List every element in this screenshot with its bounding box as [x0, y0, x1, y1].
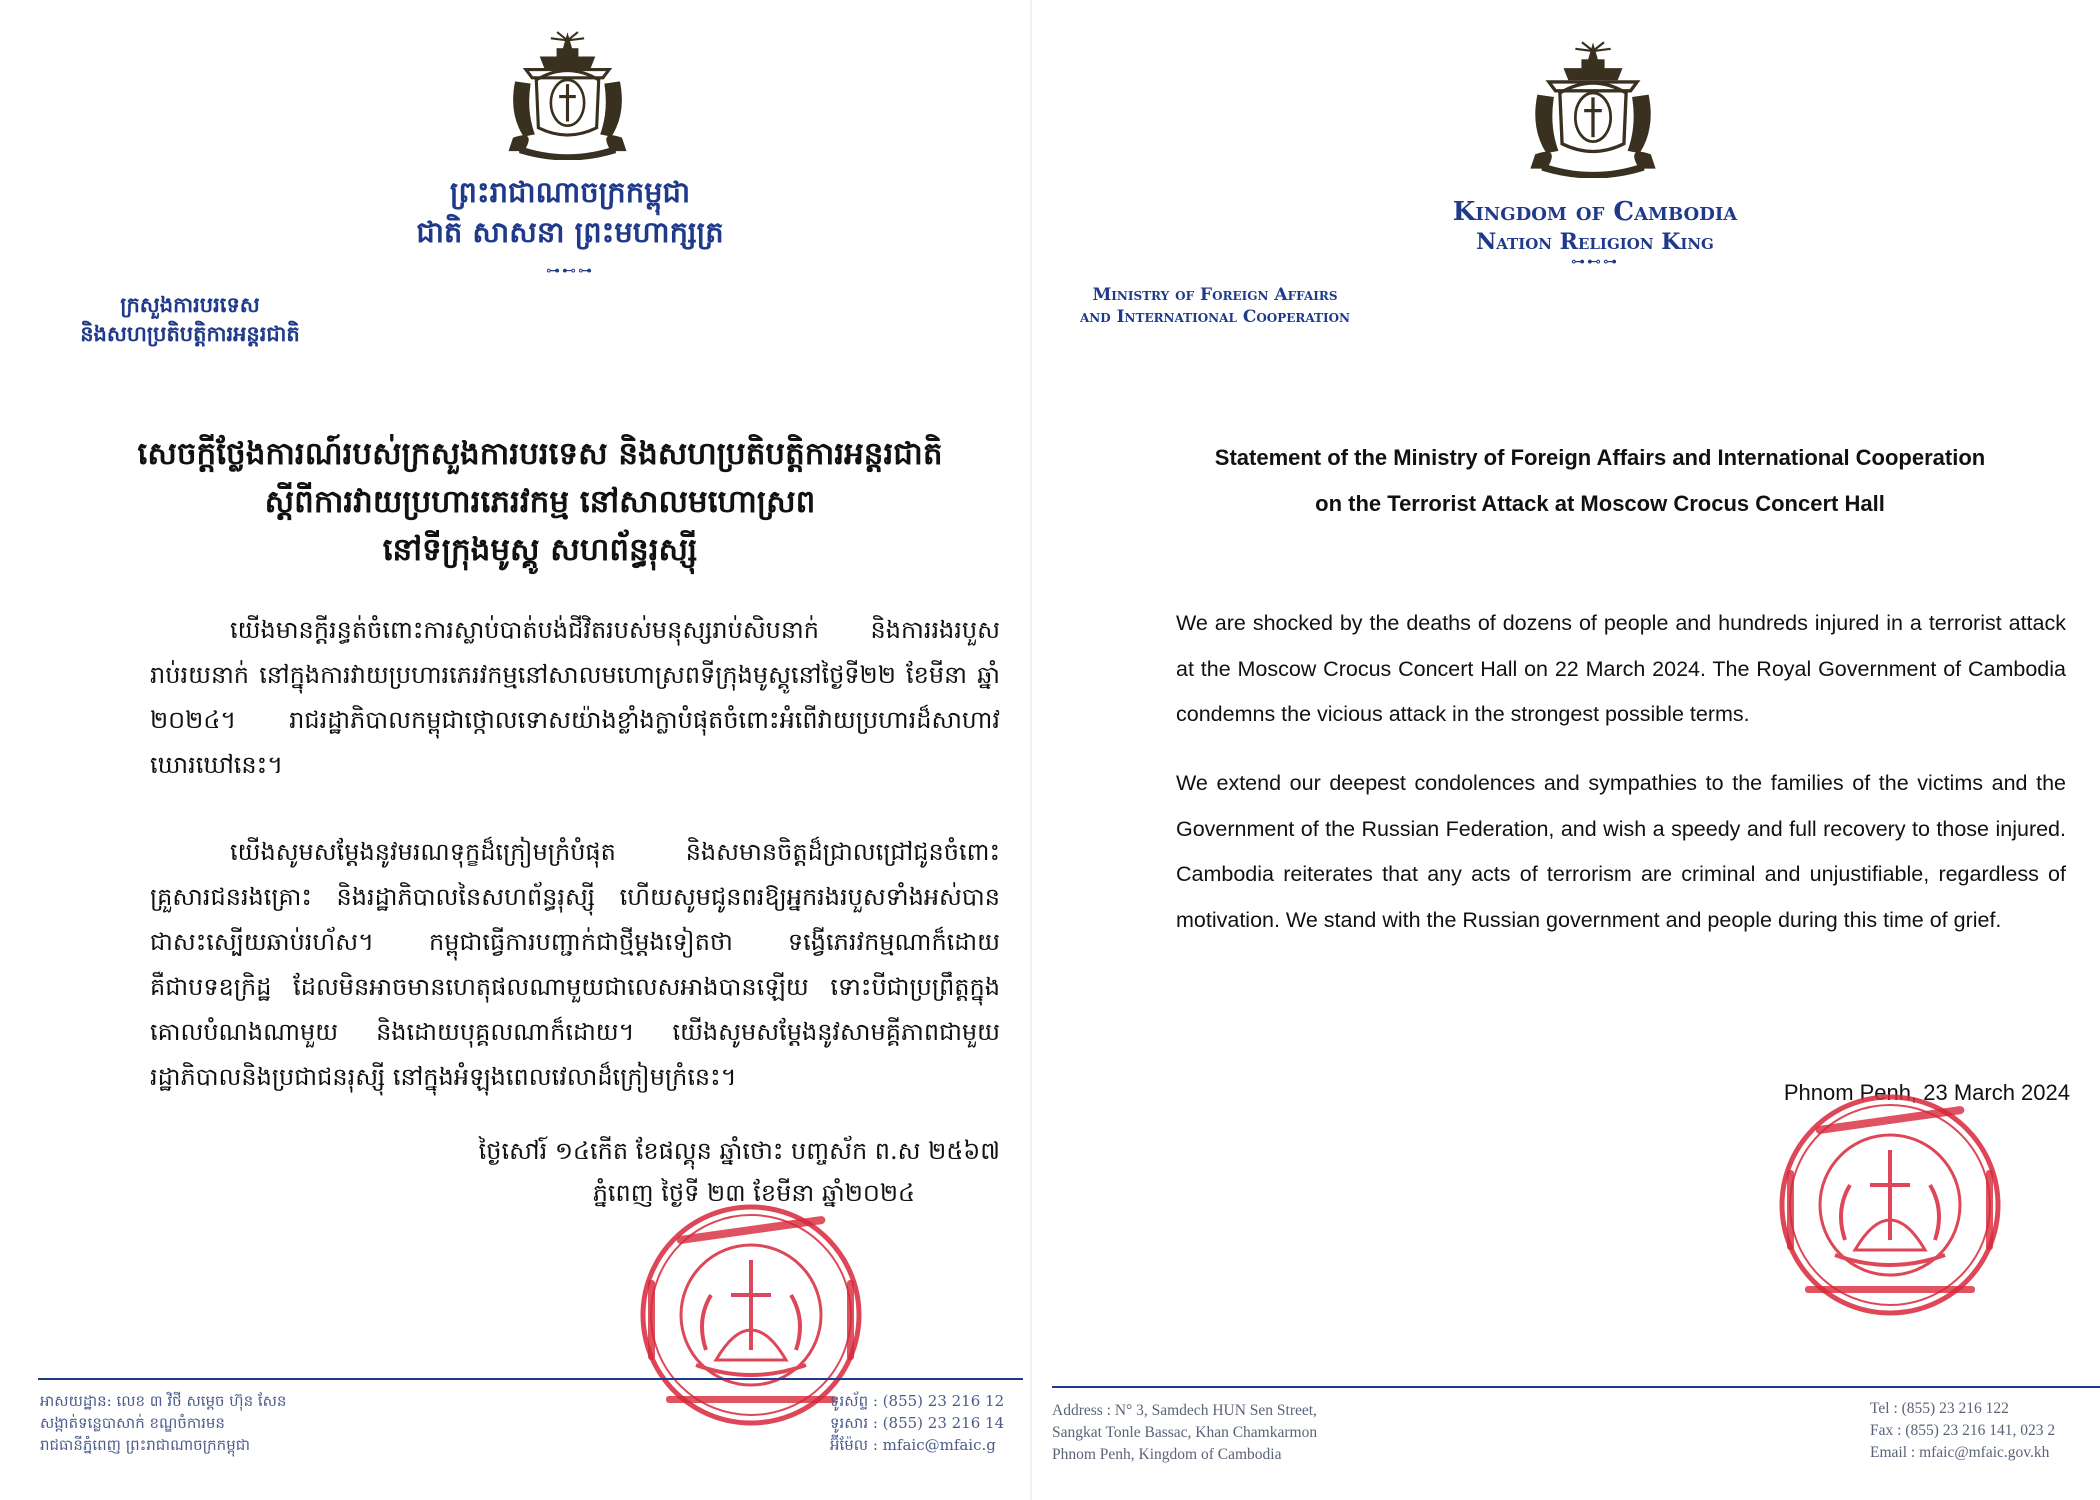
royal-coat-of-arms-emblem — [505, 30, 630, 160]
footer-address-line2: Sangkat Tonle Bassac, Khan Chamkarmon — [1052, 1424, 1318, 1441]
royal-coat-of-arms-emblem — [1522, 40, 1664, 178]
national-motto: ជាតិ សាសនា ព្រះមហាក្សត្រ — [416, 215, 724, 249]
official-seal-stamp — [1775, 1090, 2005, 1320]
statement-title-line1: សេចក្តីថ្លែងការណ៍របស់ក្រសួងការបរទេស និងសហប្រតិបត្តិការអន្តរជាតិ — [137, 436, 943, 472]
english-statement-page — [1040, 0, 2100, 1500]
page-divider — [1030, 0, 1032, 1500]
lunar-date-line: ថ្ងៃសៅរ៍ ១៤កើត ខែផល្គុន ឆ្នាំថោះ បញ្ចស័ក ព.ស ២៥៦៧ — [478, 1137, 1000, 1165]
statement-paragraph-1: យើងមានក្តីរន្ធត់ចំពោះការស្លាប់បាត់បង់ជីវិតរបស់មនុស្សរាប់សិបនាក់ និងការរងរបួសរាប់រយនាក់ នៅក្នុងការវាយប្រហារភេរវកម្មនៅសាលមហោស្រពទីក្រុងមូស្គូនៅថ្ងៃទី២២ ខែមីនា ឆ្នាំ ២០២៤។ រាជរដ្ឋាភិបាលកម្ពុជាថ្កោលទោសយ៉ាងខ្លាំងក្លាបំផុតចំពោះអំពើវាយប្រហារដ៏សាហាវឃោរឃៅនេះ។ — [150, 616, 1000, 779]
footer-email: អ៊ីម៉ែល : mfaic@mfaic.g — [830, 1436, 996, 1454]
footer-rule — [1052, 1386, 2100, 1388]
statement-title-line3: នៅទីក្រុងមូស្គូ សហព័ន្ធរុស្ស៊ី — [382, 532, 698, 568]
footer-rule — [38, 1378, 1023, 1380]
ornament-divider: ⊶⊷⊶ — [546, 263, 594, 279]
footer-email: Email : mfaic@mfaic.gov.kh — [1870, 1444, 2050, 1461]
place-date-line: Phnom Penh, 23 March 2024 — [1783, 1080, 2070, 1105]
ministry-name-line2: និងសហប្រតិបត្តិការអន្តរជាតិ — [80, 321, 300, 347]
footer-address-line1: Address : N° 3, Samdech HUN Sen Street, — [1052, 1402, 1317, 1419]
footer-fax: ទូរសារ : (855) 23 216 14 — [830, 1414, 1005, 1432]
footer-address-line3: Phnom Penh, Kingdom of Cambodia — [1052, 1446, 1282, 1463]
kingdom-title: ព្រះរាជាណាចក្រកម្ពុជា — [449, 175, 691, 209]
footer-contact — [1870, 1398, 2100, 1464]
footer-address-line2: សង្កាត់ទន្លេបាសាក់ ខណ្ឌចំការមន — [40, 1414, 225, 1432]
khmer-statement-page — [0, 0, 1025, 1500]
ministry-name-line1: ក្រសួងការបរទេស — [120, 292, 260, 317]
footer-address-line3: រាជធានីភ្នំពេញ ព្រះរាជាណាចក្រកម្ពុជា — [40, 1436, 250, 1454]
footer-phone: ទូរស័ព្ទ : (855) 23 216 12 — [830, 1392, 1005, 1410]
footer-address — [40, 1390, 560, 1456]
statement-title — [1170, 435, 2030, 527]
statement-paragraph-2: We extend our deepest condolences and sympathies to the families of the victims and the Government of the Russian Federation, and wish a speedy and full recovery to those injured. Cambodia reiterates that any acts of terrorism are criminal and unjustifiable, regardless of motivation. We stand with the Russian government and people during this time of grief. — [1176, 771, 2066, 932]
national-motto: Nation Religion King — [1476, 229, 1714, 255]
ministry-name-line1: Ministry of Foreign Affairs — [1092, 285, 1338, 305]
statement-paragraph-2: យើងសូមសម្តែងនូវមរណទុក្ខដ៏ក្រៀមក្រំបំផុត និងសមានចិត្តដ៏ជ្រាលជ្រៅជូនចំពោះគ្រួសារជនរងគ្រោះ និងរដ្ឋាភិបាលនៃសហព័ន្ធរុស្ស៊ី ហើយសូមជូនពរឱ្យអ្នករងរបួសទាំងអស់បានជាសះស្បើយឆាប់រហ័ស។ កម្ពុជាធ្វើការបញ្ជាក់ជាថ្មីម្តងទៀតថា ទង្វើភេរវកម្មណាក៏ដោយគឺជាបទឧក្រិដ្ឋ ដែលមិនអាចមានហេតុផលណាមួយជាលេសអាងបានឡើយ ទោះបីជាប្រព្រឹត្តក្នុងគោលបំណងណាមួយ និងដោយបុគ្គលណាក៏ដោយ។ យើងសូមសម្តែងនូវសាមគ្គីភាពជាមួយរដ្ឋាភិបាលនិងប្រជាជនរុស្ស៊ី នៅក្នុងអំឡុងពេលវេលាដ៏ក្រៀមក្រំនេះ។ — [150, 838, 1000, 1091]
statement-title-line2: ស្តីពីការវាយប្រហារភេរវកម្ម នៅសាលមហោស្រព — [264, 484, 816, 520]
statement-title-line1: Statement of the Ministry of Foreign Affairs and International Cooperation — [1214, 445, 1986, 470]
footer-address — [1052, 1400, 1592, 1466]
ministry-name-line2: and International Cooperation — [1079, 307, 1351, 327]
footer-contact — [830, 1390, 1025, 1456]
kingdom-title: Kingdom of Cambodia — [1452, 197, 1738, 227]
footer-fax: Fax : (855) 23 216 141, 023 2 — [1870, 1422, 2056, 1439]
statement-paragraph-1: We are shocked by the deaths of dozens of people and hundreds injured in a terrorist attack at the Moscow Crocus Concert Hall on 22 March 2024. The Royal Government of Cambodia condemns the vicious attack in the strongest possible terms. — [1176, 611, 2066, 726]
ornament-divider: ⊶⊷⊶ — [1571, 254, 1619, 270]
statement-title-line2: on the Terrorist Attack at Moscow Crocus Concert Hall — [1315, 491, 1885, 516]
place-date-line: ភ្នំពេញ ថ្ងៃទី ២៣ ខែមីនា ឆ្នាំ២០២៤ — [592, 1179, 915, 1207]
footer-address-line1: អាសយដ្ឋាន: លេខ ៣ វិថី សម្តេច ហ៊ុន សែន — [40, 1392, 287, 1410]
statement-title — [60, 430, 1020, 574]
footer-phone: Tel : (855) 23 216 122 — [1870, 1400, 2009, 1417]
